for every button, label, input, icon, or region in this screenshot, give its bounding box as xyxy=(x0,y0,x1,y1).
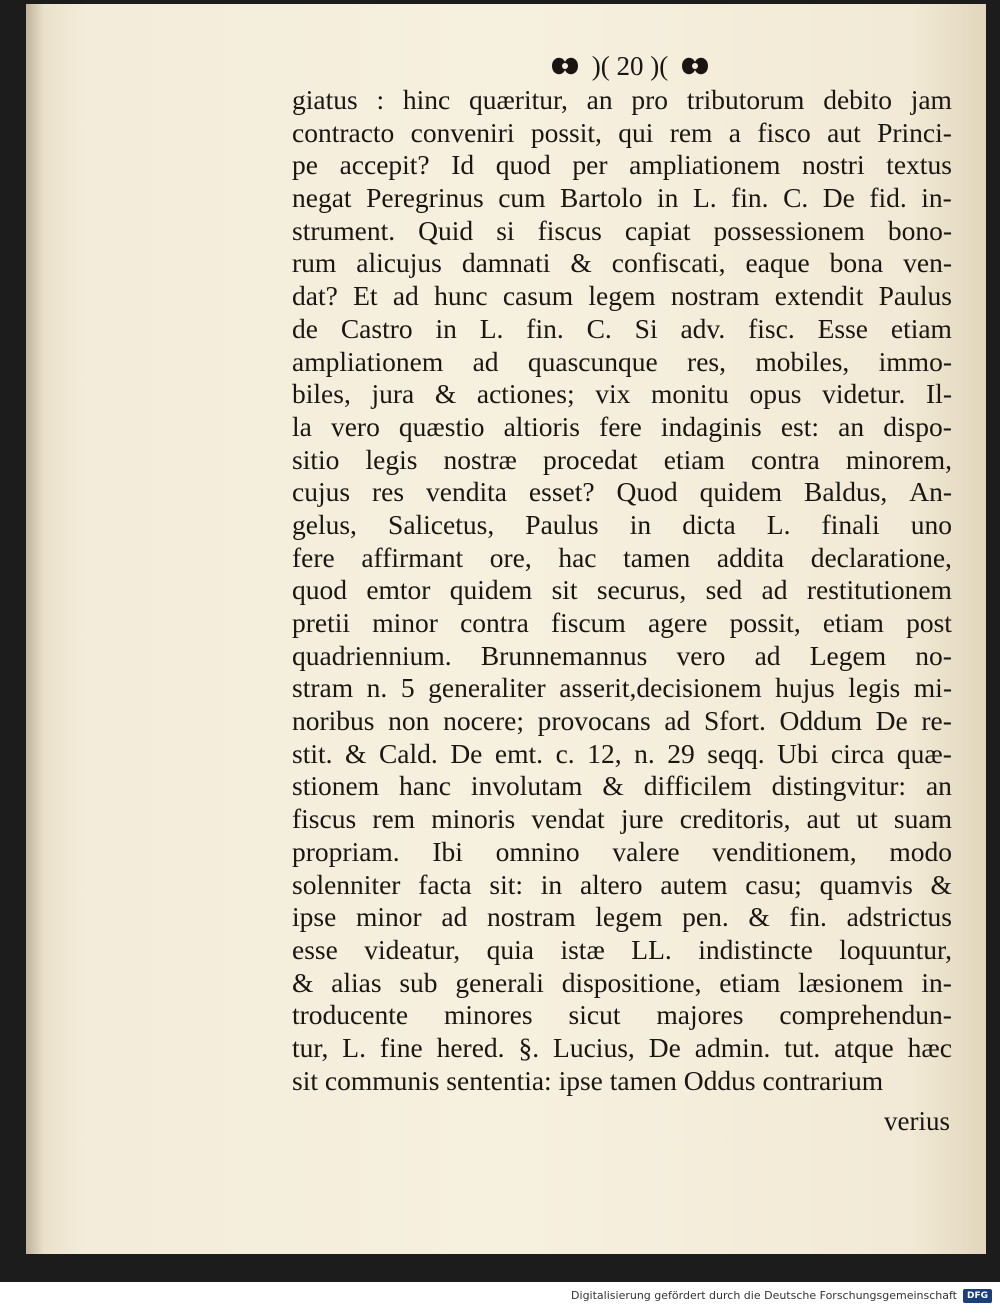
fleuron-ornament-icon xyxy=(678,53,712,79)
text-line: noribus non nocere; provocans ad Sfort. Oddum De re- xyxy=(292,705,952,737)
text-line: stit. & Cald. De emt. c. 12, n. 29 seqq. Ubi circa quæ- xyxy=(292,737,952,769)
text-line: stram n. 5 generaliter asserit,decisionem hujus legis mi- xyxy=(292,672,952,704)
text-line: troducente minores sicut majores comprehendun- xyxy=(292,999,952,1031)
text-line: cujus res vendita esset? Quod quidem Baldus, An- xyxy=(292,476,952,508)
text-line: fiscus rem minoris vendat jure creditoris, aut ut suam xyxy=(292,803,952,835)
text-line: ampliationem ad quascunque res, mobiles, immo- xyxy=(292,345,952,377)
text-line: pe accepit? Id quod per ampliationem nostri textus xyxy=(292,149,952,181)
text-line: sit communis sententia: ipse tamen Oddus contrarium xyxy=(292,1064,884,1096)
text-line: quadriennium. Brunnemannus vero ad Legem no- xyxy=(292,639,952,671)
text-line: propriam. Ibi omnino valere venditionem, modo xyxy=(292,835,952,867)
text-line: gelus, Salicetus, Paulus in dicta L. finali uno xyxy=(292,508,952,540)
text-line: contracto conveniri possit, qui rem a fisco aut Princi- xyxy=(292,116,952,148)
text-line: solenniter facta sit: in altero autem casu; quamvis & xyxy=(292,868,952,900)
text-line: quod emtor quidem sit securus, sed ad restitutionem xyxy=(292,574,952,606)
body-text xyxy=(292,84,952,1097)
text-line: dat? Et ad hunc casum legem nostram extendit Paulus xyxy=(292,280,952,312)
fleuron-ornament-icon xyxy=(548,53,582,79)
page-gutter-shadow xyxy=(26,4,44,1254)
text-line: giatus : hinc quæritur, an pro tributorum debito jam xyxy=(292,84,952,115)
page-header xyxy=(520,46,740,86)
text-line: fere affirmant ore, hac tamen addita declaratione, xyxy=(292,541,952,573)
text-line: sitio legis nostræ procedat etiam contra minorem, xyxy=(292,443,952,475)
text-line: la vero quæstio altioris fere indaginis est: an dispo- xyxy=(292,410,952,442)
dfg-logo-icon: DFG xyxy=(963,1289,992,1303)
text-line: strument. Quid si fiscus capiat possessionem bono- xyxy=(292,214,952,246)
footer-credit: Digitalisierung gefördert durch die Deutsche Forschungsgemeinschaft xyxy=(571,1289,957,1302)
text-line: esse videatur, quia istæ LL. indistincte loquuntur, xyxy=(292,933,952,965)
text-line: biles, jura & actiones; vix monitu opus videtur. Il- xyxy=(292,378,952,410)
catchword: verius xyxy=(884,1106,950,1136)
text-line: ipse minor ad nostram legem pen. & fin. adstrictus xyxy=(292,901,952,933)
text-line: stionem hanc involutam & difficilem distingvitur: an xyxy=(292,770,952,802)
text-line: pretii minor contra fiscum agere possit, etiam post xyxy=(292,607,952,638)
text-line: tur, L. fine hered. §. Lucius, De admin. tut. atque hæc xyxy=(292,1031,952,1063)
text-line: & alias sub generali dispositione, etiam læsionem in- xyxy=(292,966,952,998)
text-line: negat Peregrinus cum Bartolo in L. fin. C. De fid. in- xyxy=(292,182,952,214)
footer-bar xyxy=(0,1282,1000,1309)
page-number: )( 20 )( xyxy=(591,50,669,81)
text-line: rum alicujus damnati & confiscati, eaque bona ven- xyxy=(292,247,952,279)
text-line: de Castro in L. fin. C. Si adv. fisc. Esse etiam xyxy=(292,312,952,344)
